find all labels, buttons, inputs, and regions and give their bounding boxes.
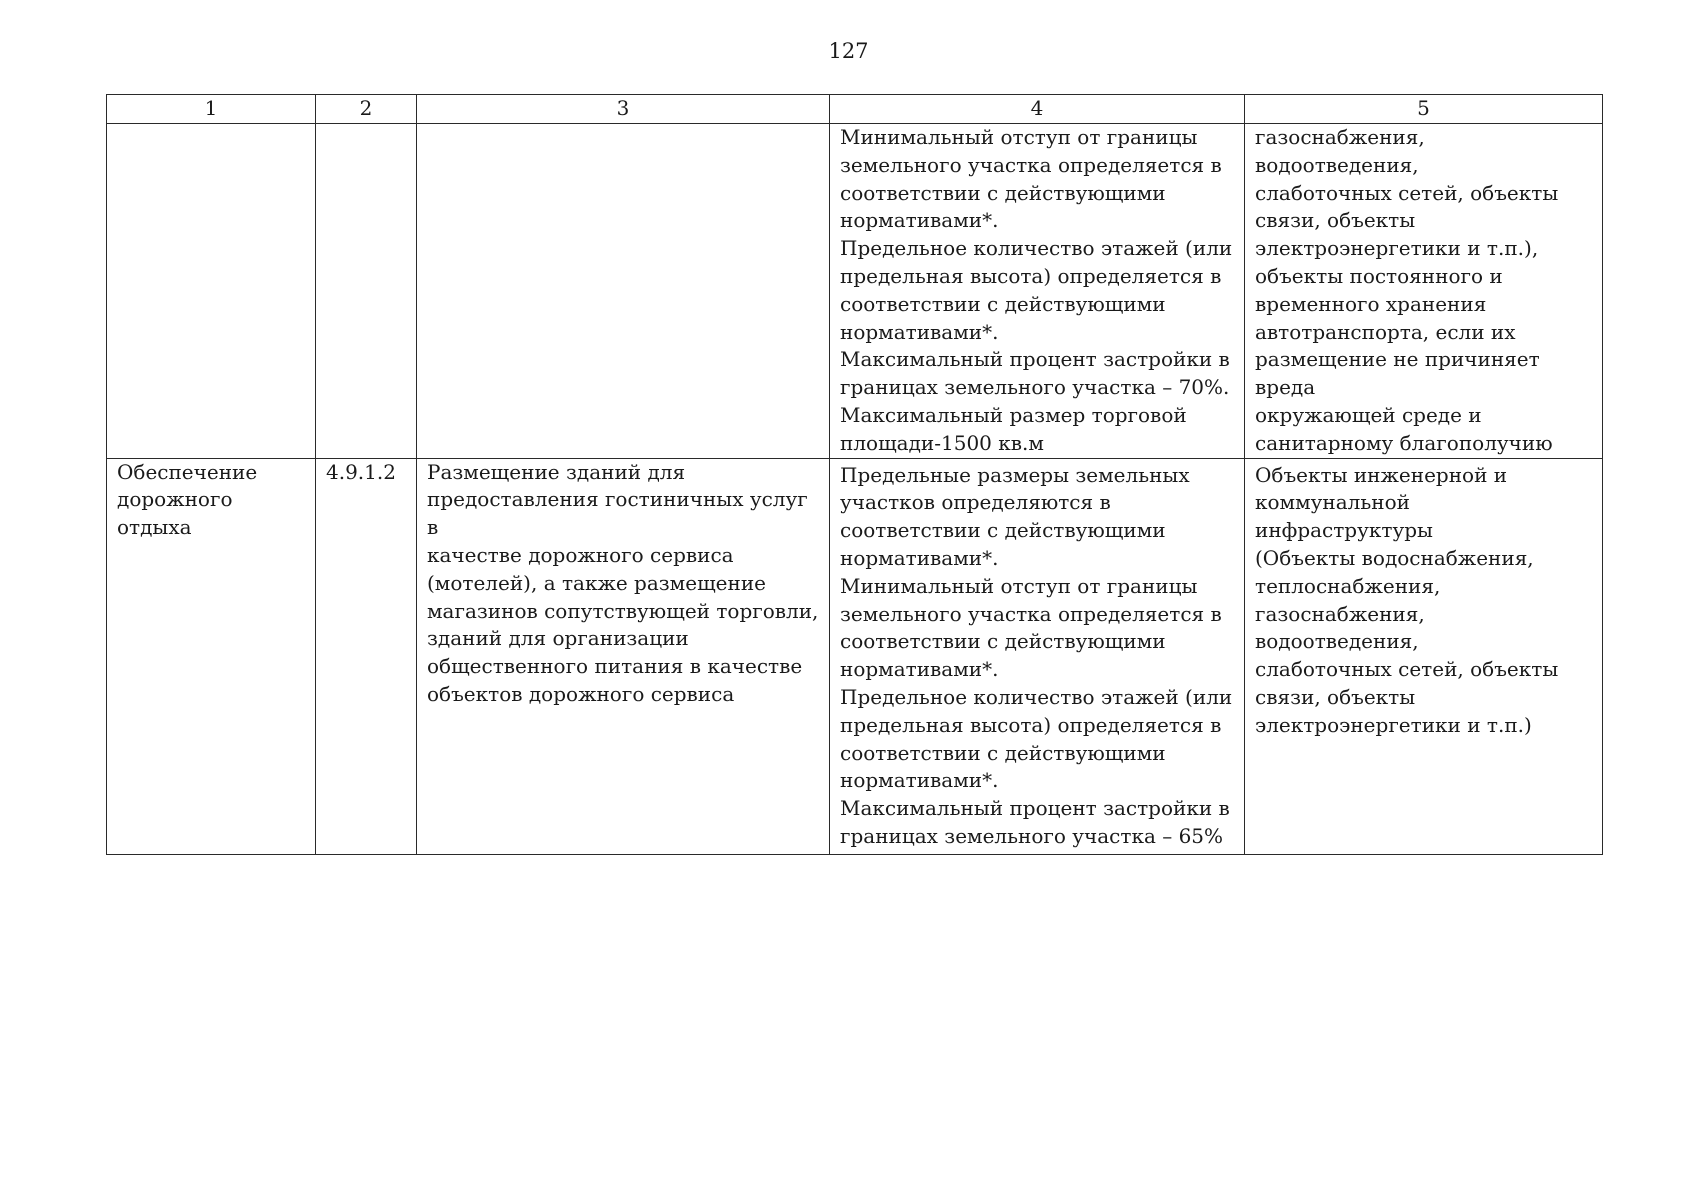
cell-parameters <box>830 458 1245 854</box>
table-header-row <box>107 95 1603 124</box>
cell-text: Обеспечение дорожного отдыха <box>117 459 258 540</box>
cell-code <box>316 458 417 854</box>
cell-text: 4.9.1.2 <box>326 459 396 484</box>
column-header-3: 3 <box>417 95 830 124</box>
column-header-4: 4 <box>830 95 1245 124</box>
cell-text: Размещение зданий для предоставления гостиничных услуг в качестве дорожного сервиса (мотелей), а также размещение магазинов сопутствующей торговли, зданий для организации общественного питания в качестве объектов дорожного сервиса <box>427 459 819 706</box>
column-header-1: 1 <box>107 95 316 124</box>
cell-code <box>316 124 417 459</box>
cell-land-use-type <box>107 458 316 854</box>
column-header-5: 5 <box>1245 95 1603 124</box>
table-row <box>107 458 1603 854</box>
cell-auxiliary-uses <box>1245 124 1603 459</box>
cell-text: Предельные размеры земельных участков определяются в соответствии с действующими нормативами*. Минимальный отступ от границы земельного участка определяется в соответствии с действующими нормативами*. Предельное количество этажей (или предельная высота) определяется в соответствии с действующими нормативами*. Максимальный процент застройки в границах земельного участка – 65% <box>840 462 1233 848</box>
column-header-2: 2 <box>316 95 417 124</box>
cell-text: Минимальный отступ от границы земельного участка определяется в соответствии с действующими нормативами*. Предельное количество этажей (или предельная высота) определяется в соответствии с действующими нормативами*. Максимальный процент застройки в границах земельного участка – 70%. Максимальный размер торговой площади-1500 кв.м <box>840 125 1233 455</box>
cell-text: Объекты инженерной и коммунальной инфраструктуры (Объекты водоснабжения, теплоснабжения, газоснабжения, водоотведения, слаботочных сетей, объекты связи, объекты электроэнергетики и т.п.) <box>1255 462 1559 737</box>
cell-parameters <box>830 124 1245 459</box>
cell-auxiliary-uses <box>1245 458 1603 854</box>
regulations-table <box>106 94 1603 855</box>
cell-text: газоснабжения, водоотведения, слаботочных сетей, объекты связи, объекты электроэнергетики и т.п.), объекты постоянного и временного хранения автотранспорта, если их размещение не причиняет вреда окружающей среде и санитарному благополучию <box>1255 125 1559 455</box>
cell-description <box>417 124 830 459</box>
cell-description <box>417 458 830 854</box>
table-row <box>107 124 1603 459</box>
page-number: 127 <box>828 39 869 63</box>
cell-land-use-type <box>107 124 316 459</box>
